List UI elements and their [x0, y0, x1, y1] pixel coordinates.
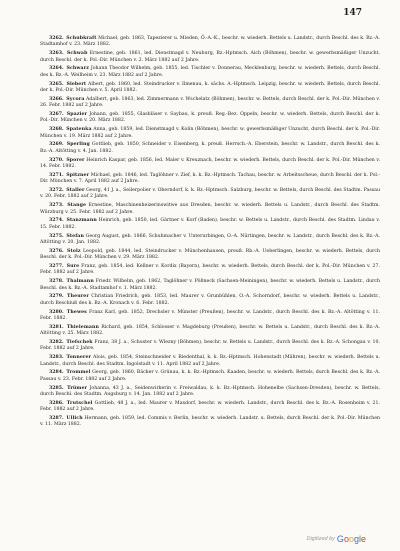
- entry-surname: Sporer: [66, 157, 85, 163]
- entry-text: Franz, geb. 1854, led. Kellner v. Kordix (Bayern), beschr. w. wiederh. Bettels, durch Beschl. der k. Pol.-Dir. München v. 27. Febr. 1882 auf 2 Jahre.: [40, 264, 380, 276]
- entry-surname: Trutschel: [66, 400, 93, 406]
- entry-text: Michael, geb. 1863, Tapezierer u. Mieden, Ö.-A.-K., beschr. w. wiederh. Bettels u. Landstr., durch Beschl. des k. Bz.-A. Stadtamhof v. 23. März 1882.: [40, 36, 380, 48]
- entry-number: 3277.: [49, 264, 64, 270]
- list-item: [40, 234, 380, 247]
- entry-surname: Schwarz: [66, 66, 90, 72]
- entry-text: Gottlieb, geb. 1850, Schneider v. Eisenberg, k. preuß. Herrsch.-A. Eberstein, beschr. w. Landstr., durch Beschl. des k. Bz.-A. Altötting v. 4. Jan. 1882.: [40, 142, 380, 154]
- entry-number: 3271.: [49, 172, 64, 178]
- entry-number: 3264.: [49, 66, 64, 72]
- entry-number: 3273.: [49, 203, 64, 209]
- entry-surname: Stolz: [67, 248, 81, 254]
- entry-number: 3281.: [49, 324, 64, 330]
- watermark-byline: Digitized by: [306, 536, 335, 542]
- entry-surname: Thalmann: [66, 279, 94, 285]
- entry-number: 3279.: [49, 294, 64, 300]
- entry-surname: Stefan: [66, 233, 84, 239]
- entry-number: 3276.: [49, 248, 64, 254]
- entry-text: Adalbert, geb. 1863, led. Zimmermann v. Wschelatz (Böhmen), beschr. w. Bettels, durch Beschl. der k. Pol.-Dir. München v. 26. Febr. 1882 auf 2 Jahre.: [40, 96, 380, 109]
- entry-surname: Sure: [66, 264, 80, 270]
- entry-surname: Stanzmann: [66, 218, 97, 224]
- list-item: [40, 173, 380, 186]
- entry-number: 3278.: [49, 279, 64, 285]
- list-item: [40, 112, 380, 125]
- entry-surname: Trümer: [67, 385, 88, 391]
- page-number: 147: [343, 8, 362, 18]
- entry-surname: Spitzner: [66, 172, 90, 178]
- list-item: [40, 158, 380, 171]
- entry-surname: Spatenka: [66, 127, 92, 133]
- list-item: [40, 203, 380, 216]
- list-item: [40, 294, 380, 307]
- entry-surname: Schubkraft: [66, 36, 97, 41]
- entry-surname: Ullich: [66, 416, 83, 422]
- list-item: [40, 264, 380, 277]
- entry-text: Georg, geb. 1860, Bäcker v. Grünau, k. k. Bz.-Hptmsch. Kaaden, beschr. w. wiederh. Bettels, durch Beschl. des k. Bz.-A. Passau v. 23. Febr. 1882 auf 2 Jahre.: [40, 370, 380, 382]
- entry-text: Anna, geb. 1859, led. Dienstmagd v. Kolin (Böhmen), beschr. w. gewerbsmäßiger Unzucht, durch Beschl. der k. Pol.-Dir. München v. 19. März 1882 auf 2 Jahre.: [40, 127, 380, 139]
- entry-text: Franz, 38 J. a., Schuster v. Wlezny (Böhmen), beschr. w. Bettels u. Landstr., durch Beschl. des k. Bz.-A. Schongau v. 10. Febr. 1882 auf 2 Jahre.: [40, 340, 381, 352]
- entry-number: 3286.: [49, 400, 64, 406]
- list-item: [40, 51, 380, 64]
- entry-text: Friedr. Wilhelm, geb. 1862, Taglöhner v. Pößneck (Sachsen-Meiningen), beschr. w. wiederh. Bettels u. Landstr., durch Beschl. des k. Bz.-A. Stadtamhof v. 1. März 1882.: [40, 279, 380, 291]
- entry-surname: Staller: [66, 188, 85, 194]
- entry-surname: Sperling: [66, 142, 90, 148]
- list-item: [40, 416, 380, 429]
- entry-text: Michael, geb. 1846, led. Taglöhner v. Zief, k. k. Bz.-Hptmsch. Tachau, beschr. w. Arbeitsscheue, durch Beschl. der k. Pol.-Dir. München v. 7. April 1882 auf 2 Jahre.: [40, 172, 380, 185]
- list-item: [40, 370, 380, 383]
- entry-text: Ernestine, geb. 1861, led. Dienstmagd v. Neuburg, Bz.-Hptmsch. Aich (Böhmen), beschr. w. gewerbsmäßiger Unzucht, durch Beschl. der k. Pol.-Dir. München v. 2. März 1882 auf 2 Jahre.: [40, 51, 380, 63]
- list-item: [40, 142, 380, 155]
- entry-text: Ernestine, Maschinenheizerinswitwe aus Dresden, beschr. w. wiederh. Bettels u. Landstr., durch Beschl. des Stadtm. Würzburg v. 25. Febr. 1882 auf 2 Jahre.: [40, 203, 380, 215]
- entry-text: Johann Theodor Wilhelm, geb. 1855, led. Tischler v. Donnerau, Mecklenburg, beschr. w. wiederh. Bettels, durch Beschl. des k. Bz.-A. Weilheim v. 23. März 1882 auf 2 Jahre.: [40, 66, 380, 78]
- entry-text: Richard, geb. 1854, Schlosser v. Magdeburg (Preußen), beschr. w. Bettels u. Landstr., durch Beschl. des k. Bz.-A. Altötting v. 25. März 1882.: [40, 324, 380, 337]
- entry-text: Georg August, geb. 1866, Schuhmacher v. Unterurbingen, O.-A. Nürtingen, beschr. w. Landstr., durch Beschl. des k. Bz.-A. Altötting v. 20. Jan. 1882.: [40, 233, 380, 246]
- entry-text: Heinrich Kaspar, geb. 1856, led. Maler v. Kreuznach, beschr. w. wiederh. Bettels, durch Beschl. der k. Pol.-Dir. München v. 14. Febr. 1882.: [40, 157, 380, 170]
- entry-text: Georg, 41 J. a., Seilerpolier v. Oberndorf, k. k. Bz.-Hptmsch. Salzburg, beschr. w. Bettels, durch Beschl. des Stadtm. Passau v. 20. Febr. 1882 auf 2 Jahre.: [40, 188, 380, 200]
- list-item: [40, 310, 380, 323]
- list-item: [40, 36, 380, 49]
- list-item: [40, 401, 380, 414]
- list-item: [40, 386, 380, 399]
- list-item: [40, 97, 380, 110]
- entry-surname: Spazier: [66, 112, 88, 118]
- entry-text: Johanna, 43 J. a., Seidenwirkerin v. Freiwaldau, k. k. Bz.-Hptmsch. Hohenelbe (Sachsen-Dresden), beschr. w. Bettels, durch Beschl. des Stadtm. Augsburg v. 14. Jan. 1882 auf 2 Jahre.: [40, 385, 380, 398]
- entry-number: 3280.: [49, 309, 64, 315]
- entry-text: Christian Friedrich, geb. 1853, led. Maurer v. Grunbühlen, O.-A. Schorndorf, beschr. w. wiederh. Bettels u. Landstr., durch Beschluß des k. Bz.-A. Kronach v. 6. Febr. 1882.: [40, 294, 380, 306]
- entry-number: 3274.: [49, 218, 64, 224]
- entry-number: 3262.: [49, 36, 64, 41]
- entry-text: Franz Karl, geb. 1852, Drechsler v. Münster (Preußen), beschr. w. Landstr., durch Beschl. des k. Bz.-A. Altötting v. 11. Febr. 1882.: [40, 309, 380, 322]
- list-item: [40, 82, 380, 95]
- entry-text: Alois, geb. 1854, Steinschneider v. Riedenthal, k. k. Bz.-Hptmsch. Hohenstadt (Mähren), beschr. w. wiederh. Bettels u. Landstr., durch Beschl. des Stadtm. Ingolstadt v. 11. April 1882 auf 2 Jahre.: [40, 355, 380, 367]
- list-item: [40, 66, 380, 79]
- list-item: [40, 127, 380, 140]
- entry-text: Heinrich, geb. 1850, led. Gärtner v. Korf (Baden), beschr. w. Bettels u. Landstr., durch Beschl. des Stadtm. Lindau v. 15. Febr. 1882.: [40, 218, 380, 230]
- entry-number: 3282.: [49, 340, 64, 346]
- entry-number: 3266.: [49, 96, 64, 102]
- entry-surname: Tiefschek: [66, 340, 93, 346]
- list-item: [40, 218, 380, 231]
- entry-number: 3265.: [49, 81, 64, 87]
- entry-surname: Thewes: [66, 309, 87, 315]
- entry-surname: Tonnerer: [66, 355, 92, 361]
- entry-number: 3268.: [49, 127, 64, 133]
- entry-surname: Stange: [67, 203, 87, 209]
- entry-surname: Schwab: [66, 51, 88, 57]
- list-item: [40, 355, 380, 368]
- entry-text: Gottlieb, 48 J. a., led. Maurer v. Maxdorf, beschr. w. wiederh. Landstr., durch Beschl. des k. Bz.-A. Rosenheim v. 21. Febr. 1882 auf 2 Jahre.: [40, 400, 380, 413]
- list-item: [40, 249, 380, 262]
- entry-surname: Thielemann: [66, 324, 100, 330]
- entry-number: 3285.: [49, 385, 64, 391]
- list-item: [40, 279, 380, 292]
- list-item: [40, 325, 380, 338]
- entry-surname: Siebert: [66, 81, 87, 87]
- entry-number: 3263.: [49, 51, 64, 57]
- entry-number: 3284.: [49, 370, 64, 376]
- entry-number: 3283.: [49, 355, 64, 361]
- entry-surname: Sycora: [66, 96, 85, 102]
- entry-number: 3267.: [49, 112, 64, 118]
- entry-text: Hermann, geb. 1859, led. Commis v. Berlin, beschr. w. wiederh. Landstr. u. Bettels, durch Beschl. der k. Pol.-Dir. München v. 11. März 1882.: [40, 416, 380, 428]
- entry-text: Johann, geb. 1855, Glasbläser v. Saybau, k. preuß. Reg.-Bez. Oppeln, beschr. w. wiederh. Bettels, durch Beschl. der k. Pol.-Dir. München v. 20. März 1882.: [40, 112, 380, 124]
- entry-number: 3287.: [49, 416, 64, 422]
- entry-text: Albert, geb. 1860, led. Steindrucker v. Ilmenau, k. sächs. A.-Hptmsch. Leipzig, beschr. w. wiederh. Bettels, durch Beschl. der k. Pol.-Dir. München v. 5. April 1882.: [40, 81, 380, 94]
- entry-list: [40, 36, 380, 431]
- entry-surname: Trommel: [66, 370, 91, 376]
- list-item: [40, 340, 380, 353]
- entry-text: Leopold, geb. 1844, led. Steindrucker v. Münchenhausen, preuß. Rb.-A. Ueberlingen, beschr. w. wiederh. Bettels, durch Beschl. der k. Pol.-Dir. München v. 29. März 1882.: [40, 248, 380, 261]
- entry-number: 3275.: [49, 233, 64, 239]
- list-item: [40, 188, 380, 201]
- digitized-by-google-watermark: [306, 534, 366, 544]
- google-logo: Google: [336, 534, 366, 544]
- entry-number: 3270.: [49, 157, 64, 163]
- entry-surname: Theurer: [67, 294, 89, 300]
- entry-number: 3269.: [49, 142, 64, 148]
- entry-number: 3272.: [49, 188, 64, 194]
